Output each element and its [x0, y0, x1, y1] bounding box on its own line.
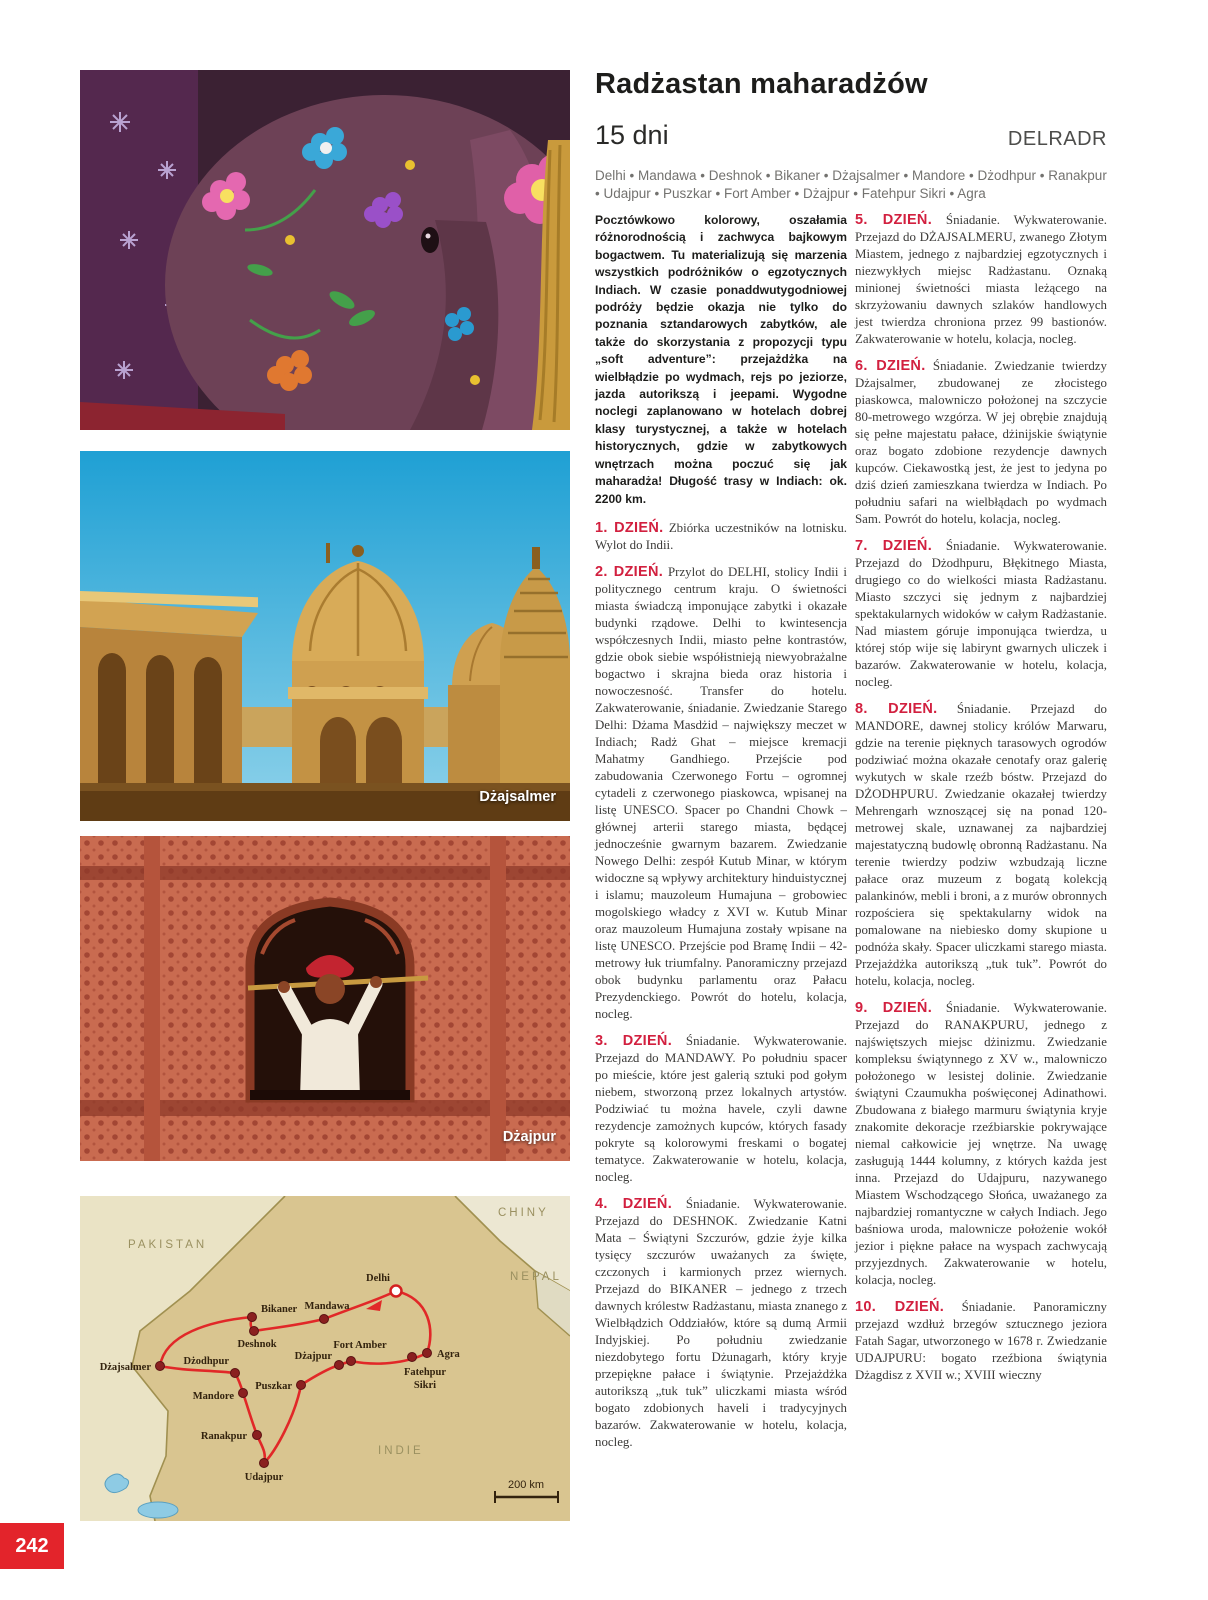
day-5-text: Śniadanie. Wykwaterowanie. Przejazd do DŻAJSALMERU, zwanego Złotym Miastem, jednego z najbardziej egzotycznych i niezwykłych miejsc Radżastanu. Oznaką minionej świetności miasta leżącego na skrzyżowaniu dawnych szlaków handlowych jest twierdza chroniona przez 99 bastionów. Zakwaterowanie w hotelu, kolacja, nocleg.	[855, 213, 1107, 346]
day-10-text: Śniadanie. Panoramiczny przejazd wzdłuż brzegów sztucznego jeziora Fatah Sagar, utworzonego w 1678 r. Zwiedzanie UDAJPURU: bogato rzeźbiona świątynia Dżagdisz z XVII w.; XVIII wieczny	[855, 1300, 1107, 1382]
map-label-agra: Agra	[437, 1349, 460, 1360]
map-label-mandore: Mandore	[192, 1391, 234, 1402]
route-map	[80, 1196, 570, 1521]
map-label-nepal: NEPAL	[510, 1271, 562, 1283]
day-7	[855, 538, 1107, 691]
itinerary-column-2	[855, 212, 1107, 1394]
intro-paragraph: Pocztówkowo kolorowy, oszałamia różnorodnością i zachwyca bajkowym bogactwem. Tu materializują się marzenia wszystkich podróżników o egzotycznych Indiach. W czasie ponaddwutygodniowej podróży będzie okazja nie tylko do poznania sztandarowych zabytków, ale także do skorzystania z propozycji typu „soft adventure”: przejażdżka na wielbłądzie po wydmach, rejs po jeziorze, jazda autorikszą i jeepami. Wygodne noclegi zaplanowano w hotelach dobrej klasy turystycznej, a także w hotelach historycznych, gdzie w zabytkowych wnętrzach można poczuć się jak maharadża! Długość trasy w Indiach: ok. 2200 km.	[595, 213, 847, 506]
day-4	[595, 1196, 847, 1451]
map-label-jodhpur: Dżodhpur	[183, 1356, 229, 1367]
trip-duration: 15 dni	[595, 120, 669, 150]
trip-code: DELRADR	[1007, 128, 1107, 150]
city-dot-delhi-start	[391, 1286, 402, 1297]
map-label-fatehpur: Fatehpur	[404, 1367, 446, 1378]
map-label-india: INDIE	[378, 1445, 424, 1457]
photo-jaipur-window-boy	[80, 836, 570, 1161]
photo-caption-jaisalmer: Dżajsalmer	[479, 789, 556, 805]
map-label-ranakpur: Ranakpur	[200, 1431, 247, 1442]
map-label-pakistan: PAKISTAN	[128, 1239, 208, 1251]
itinerary-column-1	[595, 212, 847, 1461]
day-6-label: 6. DZIEŃ.	[855, 358, 926, 374]
map-label-delhi: Delhi	[366, 1273, 390, 1284]
day-7-text: Śniadanie. Wykwaterowanie. Przejazd do Dżodhpuru, Błękitnego Miasta, drugiego co do wielkości miasta Radżastanu. Miasto szczyci się jednym z najbardziej spektakularnych widoków w całym Radżastanie. Nad miastem góruje imponująca twierdza, u której stóp wije się labirynt gwarnych uliczek i bazarów. Zakwaterowanie w hotelu, kolacja, nocleg.	[855, 539, 1107, 689]
day-9	[855, 1000, 1107, 1289]
day-10	[855, 1299, 1107, 1384]
map-label-deshnok: Deshnok	[237, 1339, 277, 1350]
map-label-sikri: Sikri	[413, 1380, 437, 1391]
day-10-label: 10. DZIEŃ.	[855, 1299, 945, 1315]
photo-jaisalmer-temples	[80, 451, 570, 821]
day-2-text: Przylot do DELHI, stolicy Indii i politycznego centrum kraju. O świetności miasta świadczą imponujące zabytki i okazałe budynki rządowe. Delhi to kwintesencja współczesnych Indii, miasto pełne kontrastów, gdzie obok siebie współistnieją niewyobrażalne bogactwo i skrajna bieda oraz historia i nowoczesność. Transfer do hotelu. Zakwaterowanie, śniadanie. Zwiedzanie Starego Delhi: Dżama Masdżid – największy meczet w Indiach; Radż Ghat – miejsce kremacji Mahatmy Gandhiego. Przejście pod zabudowania Czerwonego Fortu – ogromnej cytadeli z czerwonego piaskowca, wpisanej na listę UNESCO. Spacer po Chandni Chowk – głównej arterii starego miasta, będącej jednocześnie gwarnym bazarem. Zwiedzanie Nowego Delhi: zespół Kutub Minar, w którym widoczne są wpływy architektury hinduistycznej i islamu; mauzoleum Humajuna – grobowiec mogolskiego władcy z XVI w. Kutub Minar oraz mauzoleum Humajuna zostały wpisane na listę UNESCO. Przejście pod Bramę Indii – 42-metrowy łuk triumfalny. Panoramiczny przejazd obok budynku parlamentu oraz Pałacu Prezydenckiego. Powrót do hotelu, kolacja, nocleg.	[595, 564, 848, 1021]
day-3-label: 3. DZIEŃ.	[595, 1032, 673, 1049]
day-7-label: 7. DZIEŃ.	[855, 538, 933, 554]
painted-elephant-illustration	[80, 70, 570, 430]
day-6-text: Śniadanie. Zwiedzanie twierdzy Dżajsalmer, zbudowanej ze złocistego piaskowca, malowniczo położonej na szczycie 80-metrowego wzgórza. W jej obrębie znajdują się pełne majestatu pałace, dżinijskie świątynie oraz bogato zdobione rezydencje dawnych kupców. Ciekawostką jest, że jest to jedyna po dziś dzień zamieszkana twierdza w Indiach. Po południu safari na wielbłądach po wydmach Sam. Powrót do hotelu, kolacja, nocleg.	[855, 359, 1107, 526]
day-3-text: Śniadanie. Wykwaterowanie. Przejazd do MANDAWY. Po południu spacer po mieście, które jest galerią sztuki pod gołym niebem, stworzoną przez lokalnych artystów. Podziwiać tu można havele, czyli dawne rezydencje zamożnych kupców, których fasady pokryte są kolorowymi freskami o bogatej tematyce. Zakwaterowanie w hotelu, kolacja, nocleg.	[595, 1033, 847, 1184]
map-label-china: CHINY	[498, 1207, 549, 1219]
day-1	[595, 520, 847, 554]
day-6	[855, 358, 1107, 528]
day-1-label: 1. DZIEŃ.	[595, 519, 664, 536]
day-5-label: 5. DZIEŃ.	[855, 212, 933, 228]
day-9-label: 9. DZIEŃ.	[855, 1000, 933, 1016]
jaipur-illustration	[80, 836, 570, 1161]
day-1-text: Zbiórka uczestników na lotnisku. Wylot do Indii.	[595, 520, 847, 552]
map-label-jaisalmer: Dżajsalmer	[99, 1362, 151, 1373]
day-9-text: Śniadanie. Wykwaterowanie. Przejazd do RANAKPURU, jednego z najświętszych miejsc dżinizmu. Zwiedzanie kompleksu świątynnego z XV w., malowniczo położonego w lesistej dolinie. Zwiedzanie świątyni Czaumukha poświęconej Adinathowi. Zbudowana z białego marmuru świątynia kryje znakomite dekoracje rzeźbiarskie pokrywające niemal całkowicie jej wnętrze. Na uwagę zasługują 1444 kolumny, z których każda jest inna. Przejazd do Udajpuru, nazywanego Miastem Wschodzącego Słońca, uważanego za najbardziej romantyczne w całych Indiach. Jego baśniowa uroda, malownicze położenie wokół jezior i piękne pałace na wyspach zachwycają przyjezdnych. Zakwaterowanie w hotelu, kolacja, nocleg.	[855, 1001, 1107, 1287]
map-label-udaipur: Udajpur	[244, 1472, 284, 1483]
map-label-mandawa: Mandawa	[304, 1301, 350, 1312]
day-8-text: Śniadanie. Przejazd do MANDORE, dawnej stolicy królów Marwaru, gdzie na terenie pięknych tarasowych ogrodów podziwiać można okazałe cenotafy oraz galerię wykutych w skale rzeźb bóstw. Przejazd do DŻODHPURU. Zwiedzanie okazałej twierdzy Mehrengarh wznoszącej się na ponad 120-metrowej skale, uznawanej za najbardziej majestatyczną budowlę obronną Radżastanu. Na terenie twierdzy podziw wzbudzają liczne pałace oraz muzeum z bogatą kolekcją palankinów, mebli i broni, a z murów obronnych rozpościera się spektakularny widok na pomalowane na niebiesko domy skupione u podnóża skały. Spacer uliczkami starego miasta. Przejażdżka autorikszą „tuk tuk”. Powrót do hotelu, kolacja, nocleg.	[855, 702, 1107, 988]
page-number-badge: 242	[0, 1523, 64, 1569]
map-scale-label: 200 km	[507, 1479, 545, 1491]
day-2	[595, 564, 847, 1023]
photo-caption-jaipur: Dżajpur	[502, 1129, 556, 1145]
jaisalmer-illustration	[80, 451, 570, 821]
day-4-label: 4. DZIEŃ.	[595, 1195, 673, 1212]
page-title: Radżastan maharadżów	[595, 68, 928, 100]
day-3	[595, 1033, 847, 1186]
route-city-list: Delhi • Mandawa • Deshnok • Bikaner • Dżajsalmer • Mandore • Dżodhpur • Ranakpur • Udajpur • Puszkar • Fort Amber • Dżajpur • Fatehpur Sikri • Agra	[595, 168, 1107, 201]
map-label-jaipur: Dżajpur	[294, 1351, 332, 1362]
day-5	[855, 212, 1107, 348]
map-label-pushkar: Puszkar	[255, 1381, 292, 1392]
map-label-fort-amber: Fort Amber	[333, 1340, 387, 1351]
day-8-label: 8. DZIEŃ.	[855, 701, 938, 717]
day-8	[855, 701, 1107, 990]
photo-painted-elephant	[80, 70, 570, 430]
day-4-text: Śniadanie. Wykwaterowanie. Przejazd do DESHNOK. Zwiedzanie Katni Mata – Świątyni Szczurów, gdzie żyje kilka tysięcy szczurów uważanych za święte, czczonych i karmionych przez wiernych. Przejazd do BIKANER – jednego z trzech dawnych królestw Radżastanu, miasta znanego z Wielbłądzich Oddziałów, które są dumą Armii Indyjskiej. Po południu zwiedzanie niezdobytego fortu Dżunagarh, który kryje przepiękne pałace i świątynie. Przejażdżka autorikszą „tuk tuk” uliczkami miasta wśród bogato zdobionych haveli i tradycyjnych bazarów. Zakwaterowanie w hotelu, kolacja, nocleg.	[595, 1196, 847, 1449]
map-label-bikaner: Bikaner	[261, 1304, 298, 1315]
route-map-illustration	[80, 1196, 570, 1521]
day-2-label: 2. DZIEŃ.	[595, 563, 664, 580]
